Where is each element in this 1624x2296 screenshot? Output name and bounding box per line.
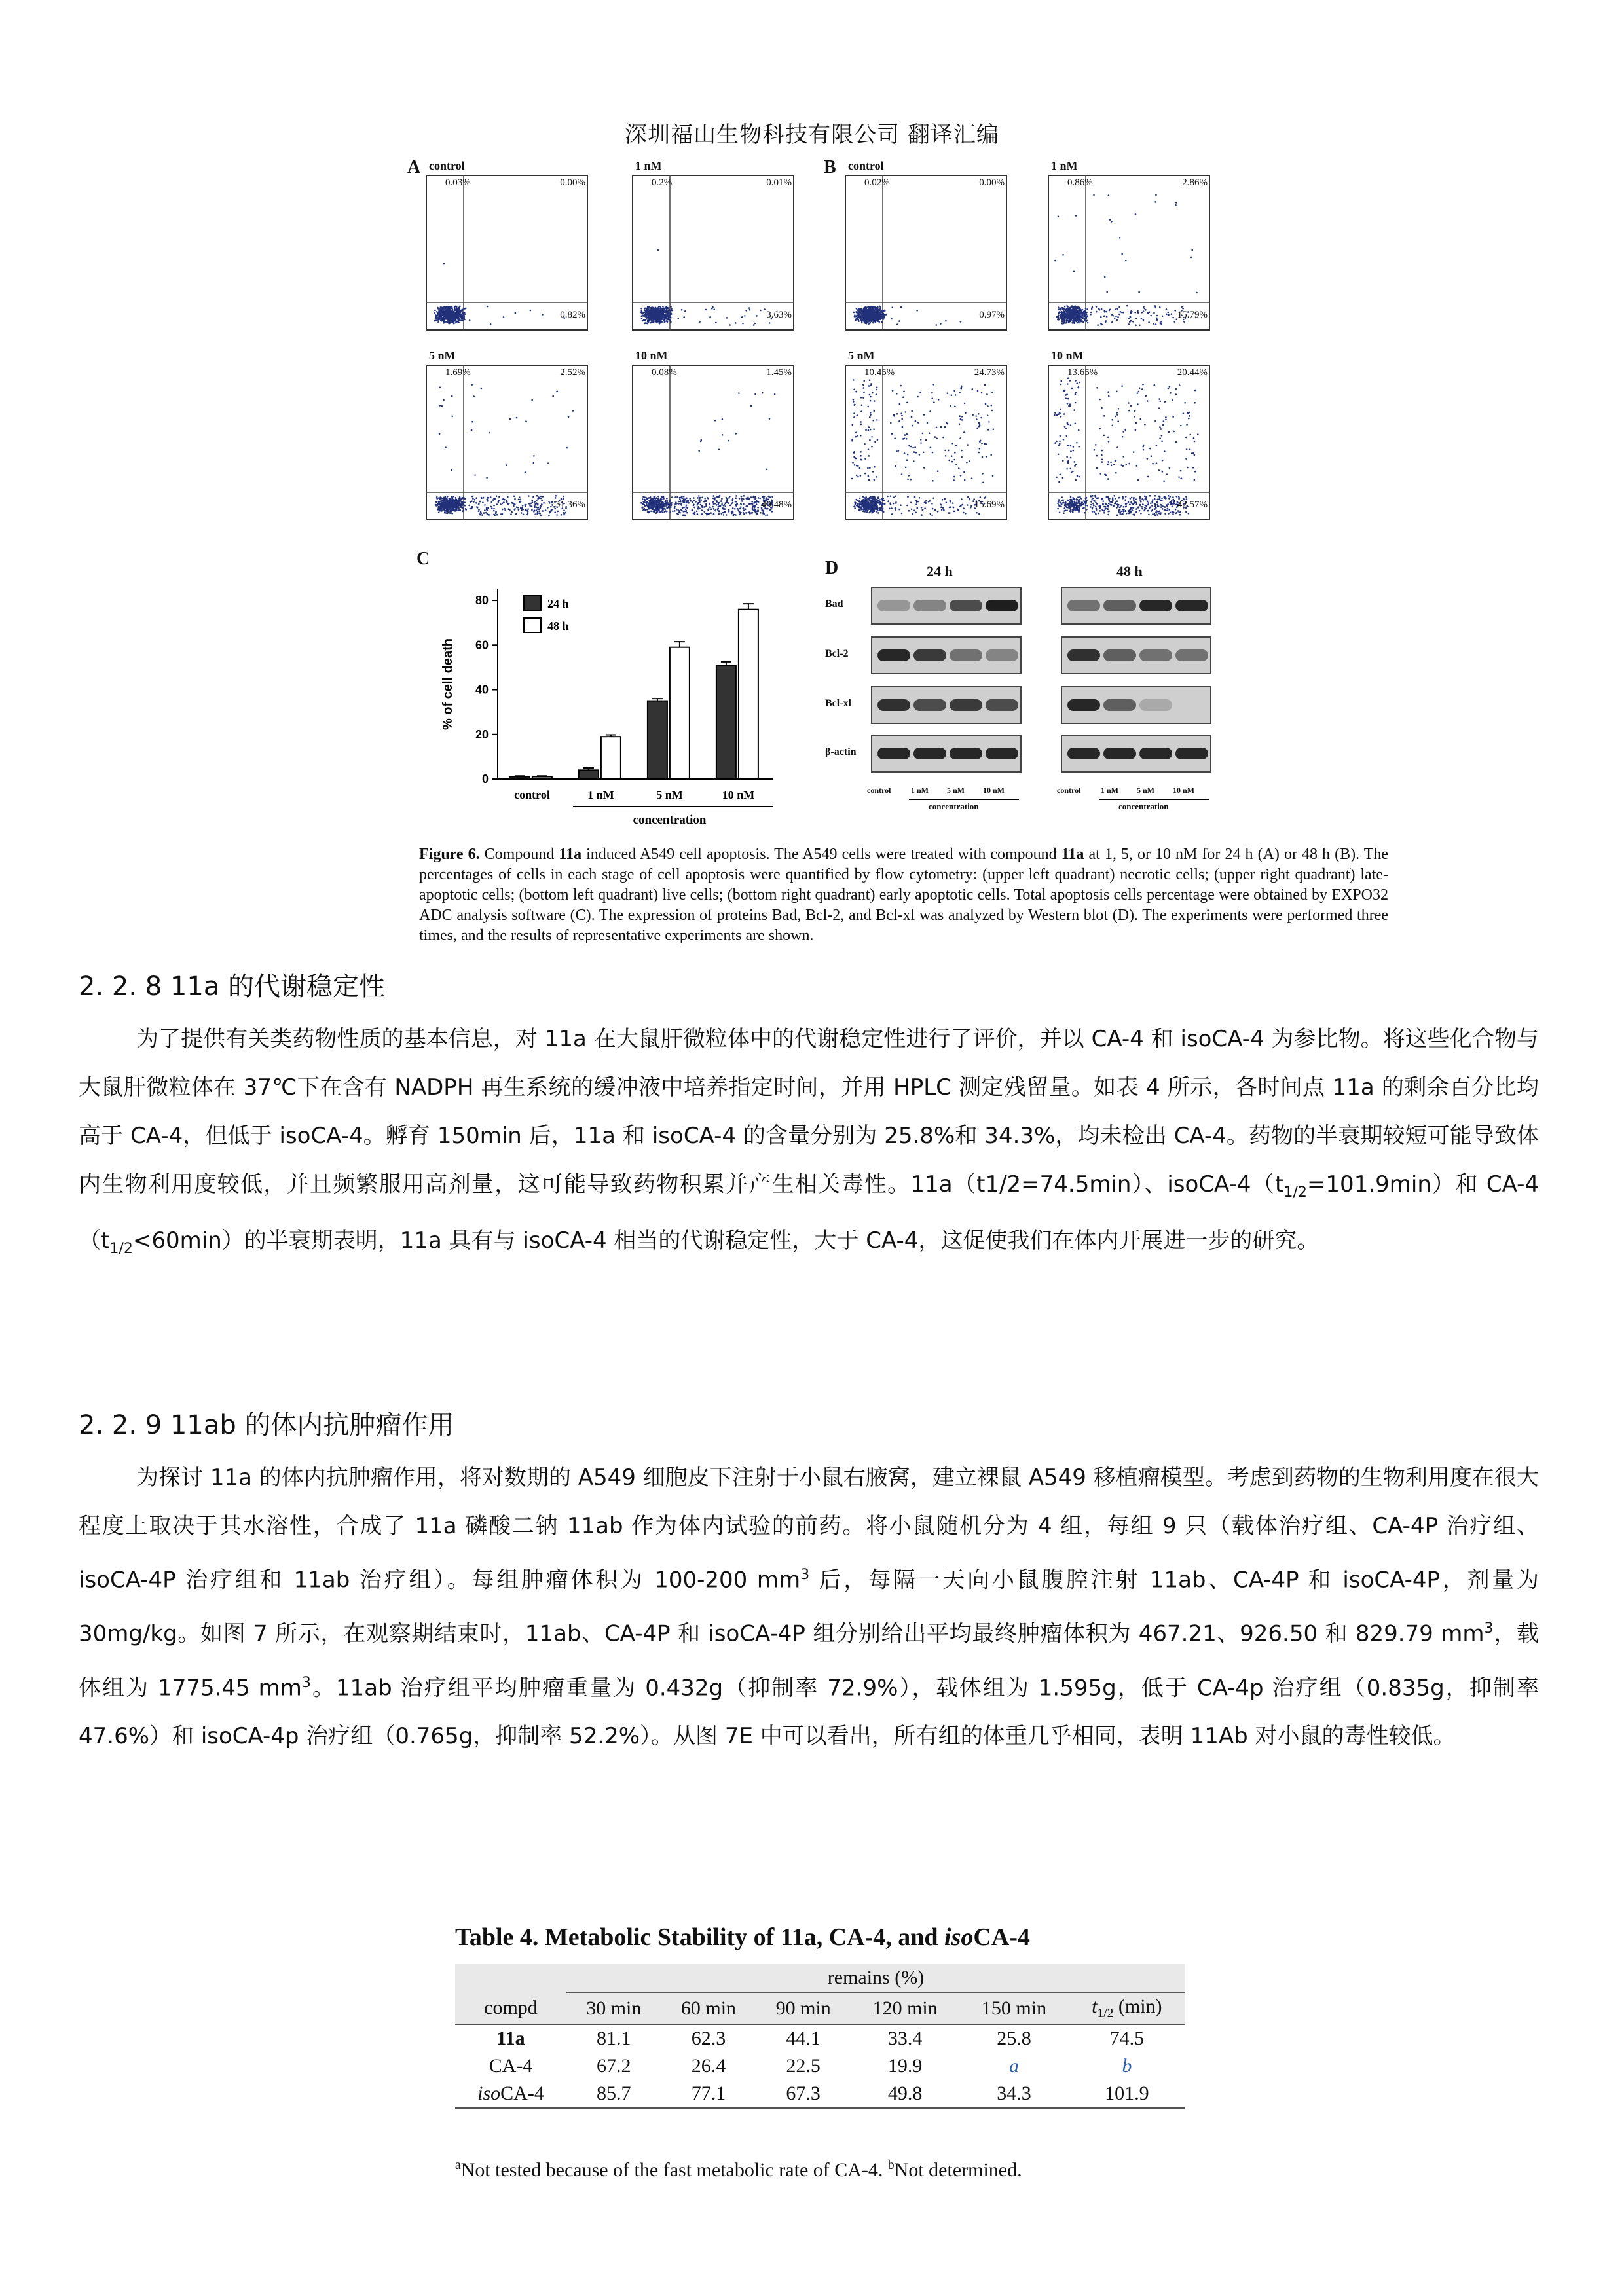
s228-sub-2: 1/2 — [109, 1239, 133, 1257]
t4-value-cell: 44.1 — [786, 2028, 821, 2049]
flow-plot-title: 10 nM — [635, 349, 668, 362]
t4-col-150: 150 min — [981, 1997, 1047, 2019]
flow-plot-a-4 — [612, 349, 796, 520]
figure-6-caption — [419, 845, 1388, 946]
flow-pct-upper-left: 1.69% — [445, 367, 471, 378]
flow-plot-b-1 — [825, 159, 1008, 331]
t4-title-prefix: Table 4. Metabolic Stability of 11a, CA-4, and — [455, 1923, 945, 1951]
flow-scatter-dots — [845, 175, 1007, 331]
panel-label-d: D — [825, 558, 839, 578]
bar-48h-2 — [670, 647, 690, 779]
wb-band — [913, 699, 946, 711]
wb-band — [1067, 748, 1100, 759]
wb-band — [913, 600, 946, 611]
t4-value-cell: 49.8 — [887, 2083, 923, 2104]
flow-pct-upper-left: 13.65% — [1067, 367, 1098, 378]
legend-label-0: 24 h — [547, 597, 569, 610]
wb-lane-label: 10 nM — [1173, 786, 1194, 795]
flow-pct-upper-right: 24.73% — [974, 367, 1005, 378]
wb-band — [877, 748, 910, 759]
section-228-heading: 2. 2. 8 11a 的代谢稳定性 — [79, 972, 386, 1002]
t4-col-90: 90 min — [775, 1997, 831, 2019]
t4-thalf-unit: (min) — [1118, 1995, 1162, 2017]
wb-band — [1067, 699, 1100, 711]
t4-foot-b: Not determined. — [894, 2159, 1022, 2181]
y-tick-label: 40 — [475, 683, 489, 697]
page-header: 深圳福山生物科技有限公司 翻译汇编 — [625, 122, 999, 148]
flow-plot-title: 5 nM — [429, 349, 456, 362]
legend-label-1: 48 h — [547, 619, 569, 632]
wb-band — [1139, 699, 1172, 711]
wb-band — [1175, 699, 1208, 711]
flow-pct-upper-left: 0.08% — [652, 367, 677, 378]
x-tick-label: 1 nM — [587, 788, 614, 801]
s229-sup-3: 3 — [301, 1673, 311, 1691]
flow-scatter-dots — [426, 175, 588, 331]
t4-value-cell: 101.9 — [1105, 2083, 1149, 2104]
wb-strip — [871, 686, 1022, 724]
t4-value-cell: 74.5 — [1109, 2028, 1145, 2049]
t4-compd-cell: 11a — [496, 2028, 525, 2049]
flow-pct-lower-right: 31.36% — [555, 500, 585, 510]
flow-plot-title: 5 nM — [848, 349, 875, 362]
wb-protein-label: Bcl-xl — [825, 698, 851, 709]
bar-48h-3 — [739, 610, 758, 779]
flow-pct-lower-right: 49.48% — [761, 500, 792, 510]
flow-plot-b-4 — [1028, 349, 1211, 520]
t4-col-120: 120 min — [872, 1997, 938, 2019]
flow-pct-upper-left: 0.86% — [1067, 177, 1093, 188]
wb-band — [986, 600, 1018, 611]
x-tick-label: control — [514, 788, 550, 801]
t4-thalf-t: t — [1092, 1995, 1098, 2017]
wb-lane-label: 10 nM — [983, 786, 1005, 795]
flow-pct-upper-left: 0.2% — [652, 177, 673, 188]
wb-band — [986, 748, 1018, 759]
bar-chart-svg — [419, 570, 812, 838]
wb-strip — [871, 735, 1022, 773]
wb-concentration-label: concentration — [1118, 801, 1169, 811]
flow-plot-title: control — [429, 159, 465, 172]
wb-band — [1175, 748, 1208, 759]
wb-time-24h: 24 h — [927, 563, 953, 579]
flow-scatter-dots — [632, 175, 794, 331]
flow-plot-b-3 — [825, 349, 1008, 520]
flow-pct-upper-right: 0.00% — [979, 177, 1005, 188]
wb-protein-label: Bcl-2 — [825, 648, 849, 659]
flow-plot-a-3 — [406, 349, 589, 520]
wb-band — [913, 649, 946, 661]
flow-pct-upper-right: 1.45% — [766, 367, 792, 378]
bar-24h-1 — [579, 770, 599, 779]
y-tick-label: 80 — [475, 594, 489, 608]
wb-lane-label: 1 nM — [1101, 786, 1118, 795]
bar-48h-1 — [601, 737, 621, 779]
t4-compd-cell: isoCA-4 — [477, 2083, 544, 2104]
panel-label-a: A — [407, 157, 421, 177]
t4-value-cell: 34.3 — [997, 2083, 1031, 2104]
caption-label: Figure 6. — [419, 846, 480, 863]
wb-concentration-label: concentration — [929, 801, 979, 811]
t4-value-cell: 25.8 — [997, 2028, 1031, 2049]
flow-plot-title: 1 nM — [635, 159, 662, 172]
flow-pct-upper-right: 0.00% — [560, 177, 585, 188]
t4-title-iso: iso — [944, 1923, 974, 1951]
wb-band — [950, 600, 982, 611]
wb-band — [877, 649, 910, 661]
flow-pct-upper-right: 20.44% — [1177, 367, 1208, 378]
flow-pct-lower-right: 3.63% — [766, 310, 792, 320]
flow-pct-lower-right: 15.79% — [1177, 310, 1208, 320]
flow-plot-title: 10 nM — [1051, 349, 1084, 362]
y-tick-label: 60 — [475, 638, 489, 652]
section-228-body — [79, 1015, 1539, 1273]
panel-d-western-blot — [825, 563, 1283, 838]
table-4 — [455, 1964, 1185, 2109]
wb-band — [950, 649, 982, 661]
wb-band — [950, 699, 982, 711]
t4-value-cell: 81.1 — [597, 2028, 631, 2049]
wb-band — [1103, 699, 1136, 711]
y-tick-label: 20 — [475, 727, 489, 741]
s228-text-c: <60min）的半衰期表明，11a 具有与 isoCA-4 相当的代谢稳定性，大于 CA-4，这促使我们在体内开展进一步的研究。 — [132, 1227, 1320, 1254]
table-row — [455, 2052, 1185, 2080]
bar-24h-3 — [716, 665, 736, 779]
table-row — [455, 2080, 1185, 2108]
wb-protein-label: Bad — [825, 598, 843, 610]
t4-col-30: 30 min — [586, 1997, 642, 2019]
wb-band — [1067, 600, 1100, 611]
t4-group-header-row — [455, 1964, 1185, 1992]
wb-band — [1139, 600, 1172, 611]
t4-value-cell: 33.4 — [887, 2028, 923, 2049]
panel-label-b: B — [824, 157, 836, 177]
wb-band — [877, 600, 910, 611]
s229-text-c: ，载体组为 1775.45 mm — [79, 1620, 1540, 1701]
flow-pct-upper-left: 10.45% — [864, 367, 895, 378]
t4-value-cell: 19.9 — [887, 2055, 923, 2077]
wb-lane-label: 5 nM — [1137, 786, 1154, 795]
y-axis-label: % of cell death — [441, 638, 455, 731]
wb-band — [1139, 748, 1172, 759]
wb-band — [1175, 600, 1208, 611]
t4-group-header: remains (%) — [566, 1964, 1185, 1992]
wb-band — [1103, 649, 1136, 661]
t4-value-cell: 22.5 — [786, 2055, 821, 2077]
t4-foot-a-mark: a — [455, 2159, 461, 2172]
legend-swatch-1 — [524, 618, 541, 632]
flow-pct-lower-right: 0.97% — [979, 310, 1005, 320]
section-229-heading: 2. 2. 9 11ab 的体内抗肿瘤作用 — [79, 1410, 454, 1440]
flow-pct-lower-right: 0.82% — [560, 310, 585, 320]
flow-pct-upper-right: 0.01% — [766, 177, 792, 188]
t4-value-cell: 77.1 — [691, 2083, 726, 2104]
wb-band — [1103, 748, 1136, 759]
s229-sup-2: 3 — [1484, 1620, 1494, 1637]
wb-band — [1139, 649, 1172, 661]
wb-band — [913, 748, 946, 759]
panel-c-chart — [419, 570, 812, 841]
s228-text-b: =101.9min）和 CA-4（t — [79, 1171, 1539, 1254]
wb-band — [1103, 600, 1136, 611]
x-axis-label: concentration — [633, 813, 707, 827]
t4-value-cell: a — [1009, 2055, 1019, 2077]
panel-label-c: C — [416, 549, 430, 569]
t4-foot-b-mark: b — [887, 2159, 895, 2172]
flow-pct-upper-left: 0.03% — [445, 177, 471, 188]
x-tick-label: 10 nM — [722, 788, 755, 801]
y-tick-label: 0 — [481, 773, 489, 786]
flow-plot-a-1 — [406, 159, 589, 331]
wb-lane-label: control — [867, 786, 891, 795]
flow-scatter-dots — [845, 365, 1007, 520]
wb-strip — [1061, 686, 1211, 724]
section-229-body — [79, 1453, 1539, 1760]
flow-plot-title: 1 nM — [1051, 159, 1078, 172]
wb-band — [986, 649, 1018, 661]
flow-pct-lower-right: 42.57% — [1177, 500, 1208, 510]
flow-plot-a-2 — [612, 159, 796, 331]
t4-value-cell: b — [1122, 2055, 1132, 2077]
caption-text-3: at 1, 5, or 10 nM for 24 h (A) or 48 h (B). The percentages of cells in each stage of cell apoptosis were quantified by flow cytometry: (upper left quadrant) necrotic cells; (upper right quadrant) late-apoptotic cells; (bottom left quadrant) live cells; (bottom right quadrant) early apoptotic cells. Total apoptosis cells percentage were obtained by EXPO32 ADC analysis software (C). The expression of proteins Bad, Bcl-2, and Bcl-xl was analyzed by Western blot (D). The experiments were performed three times, and the results of representative experiments are shown. — [419, 846, 1389, 944]
s229-text-b: 后，每隔一天向小鼠腹腔注射 11ab、CA-4P 和 isoCA-4P，剂量为 30mg/kg。如图 7 所示，在观察期结束时，11ab、CA-4P 和 isoCA-4P 组分别给出平均最终肿瘤体积为 467.21、926.50 和 829.79 mm — [79, 1567, 1539, 1647]
s228-sub-1: 1/2 — [1283, 1183, 1307, 1201]
t4-thalf-sub: 1/2 — [1097, 2007, 1114, 2020]
wb-lane-label: 1 nM — [911, 786, 929, 795]
wb-strip — [871, 587, 1022, 625]
t4-foot-a: Not tested because of the fast metabolic rate of CA-4. — [460, 2159, 888, 2181]
t4-col-thalf — [1069, 1992, 1185, 2024]
wb-band — [950, 748, 982, 759]
wb-band — [1175, 649, 1208, 661]
table-4-title — [455, 1923, 1030, 1952]
t4-value-cell: 67.2 — [597, 2055, 631, 2077]
t4-col-compd: compd — [484, 1997, 538, 2018]
bar-24h-0 — [510, 777, 530, 779]
caption-text-1: Compound — [479, 846, 559, 863]
bar-48h-0 — [532, 777, 552, 779]
wb-strip — [1061, 636, 1211, 674]
wb-bracket — [1099, 799, 1209, 800]
table-4-footnote — [455, 2151, 1185, 2185]
s229-sup-1: 3 — [800, 1566, 810, 1583]
t4-value-cell: 62.3 — [691, 2028, 726, 2049]
wb-time-48h: 48 h — [1116, 563, 1143, 579]
t4-value-cell: 26.4 — [691, 2055, 726, 2077]
wb-band — [986, 699, 1018, 711]
wb-lane-label: 5 nM — [947, 786, 965, 795]
flow-scatter-dots — [1048, 365, 1210, 520]
t4-value-cell: 67.3 — [786, 2083, 821, 2104]
t4-compd-cell: CA-4 — [489, 2055, 533, 2077]
wb-band — [1067, 649, 1100, 661]
t4-title-suffix: CA-4 — [973, 1923, 1030, 1951]
flow-scatter-dots — [426, 365, 588, 520]
bar-24h-2 — [648, 701, 667, 779]
legend-swatch-0 — [524, 596, 541, 610]
wb-strip — [1061, 735, 1211, 773]
wb-bracket — [909, 799, 1019, 800]
caption-text-2: induced A549 cell apoptosis. The A549 cells were treated with compound — [581, 846, 1061, 863]
flow-pct-lower-right: 15.69% — [974, 500, 1005, 510]
flow-plot-title: control — [848, 159, 884, 172]
caption-compound: 11a — [559, 846, 582, 863]
wb-lane-label: control — [1057, 786, 1081, 795]
table-row — [455, 2024, 1185, 2052]
flow-scatter-dots — [1048, 175, 1210, 331]
t4-col-60: 60 min — [680, 1997, 737, 2019]
t4-header-row — [455, 1992, 1185, 2024]
flow-pct-upper-right: 2.52% — [560, 367, 585, 378]
wb-strip — [871, 636, 1022, 674]
flow-pct-upper-left: 0.02% — [864, 177, 890, 188]
x-tick-label: 5 nM — [656, 788, 683, 801]
s228-text-a: 为了提供有关类药物性质的基本信息，对 11a 在大鼠肝微粒体中的代谢稳定性进行了评价，并以 CA-4 和 isoCA-4 为参比物。将这些化合物与大鼠肝微粒体在 37℃下在含有 NADPH 再生系统的缓冲液中培养指定时间，并用 HPLC 测定残留量。如表 4 所示，各时间点 11a 的剩余百分比均高于 CA-4，但低于 isoCA-4。孵育 150min 后，11a 和 isoCA-4 的含量分别为 25.8%和 34.3%，均未检出 CA-4。药物的半衰期较短可能导致体内生物利用度较低，并且频繁服用高剂量，这可能导致药物积累并产生相关毒性。11a（t1/2=74.5min）、isoCA-4（t — [79, 1026, 1539, 1197]
caption-compound-2: 11a — [1061, 846, 1084, 863]
flow-plot-b-2 — [1028, 159, 1211, 331]
wb-strip — [1061, 587, 1211, 625]
s229-text-d: 。11ab 治疗组平均肿瘤重量为 0.432g（抑制率 72.9%），载体组为 1.595g，低于 CA-4p 治疗组（0.835g，抑制率 47.6%）和 isoCA-4p 治疗组（0.765g，抑制率 52.2%）。从图 7E 中可以看出，所有组的体重几乎相同，表明 11Ab 对小鼠的毒性较低。 — [79, 1674, 1539, 1749]
t4-value-cell: 85.7 — [597, 2083, 631, 2104]
wb-band — [877, 699, 910, 711]
s229-text-a: 为探讨 11a 的体内抗肿瘤作用，将对数期的 A549 细胞皮下注射于小鼠右腋窝，建立裸鼠 A549 移植瘤模型。考虑到药物的生物利用度在很大程度上取决于其水溶性，合成了 11a 磷酸二钠 11ab 作为体内试验的前药。将小鼠随机分为 4 组，每组 9 只（载体治疗组、CA-4P 治疗组、isoCA-4P 治疗组和 11ab 治疗组）。每组肿瘤体积为 100-200 mm — [79, 1465, 1539, 1594]
flow-scatter-dots — [632, 365, 794, 520]
wb-protein-label: β-actin — [825, 746, 857, 757]
flow-pct-upper-right: 2.86% — [1182, 177, 1208, 188]
